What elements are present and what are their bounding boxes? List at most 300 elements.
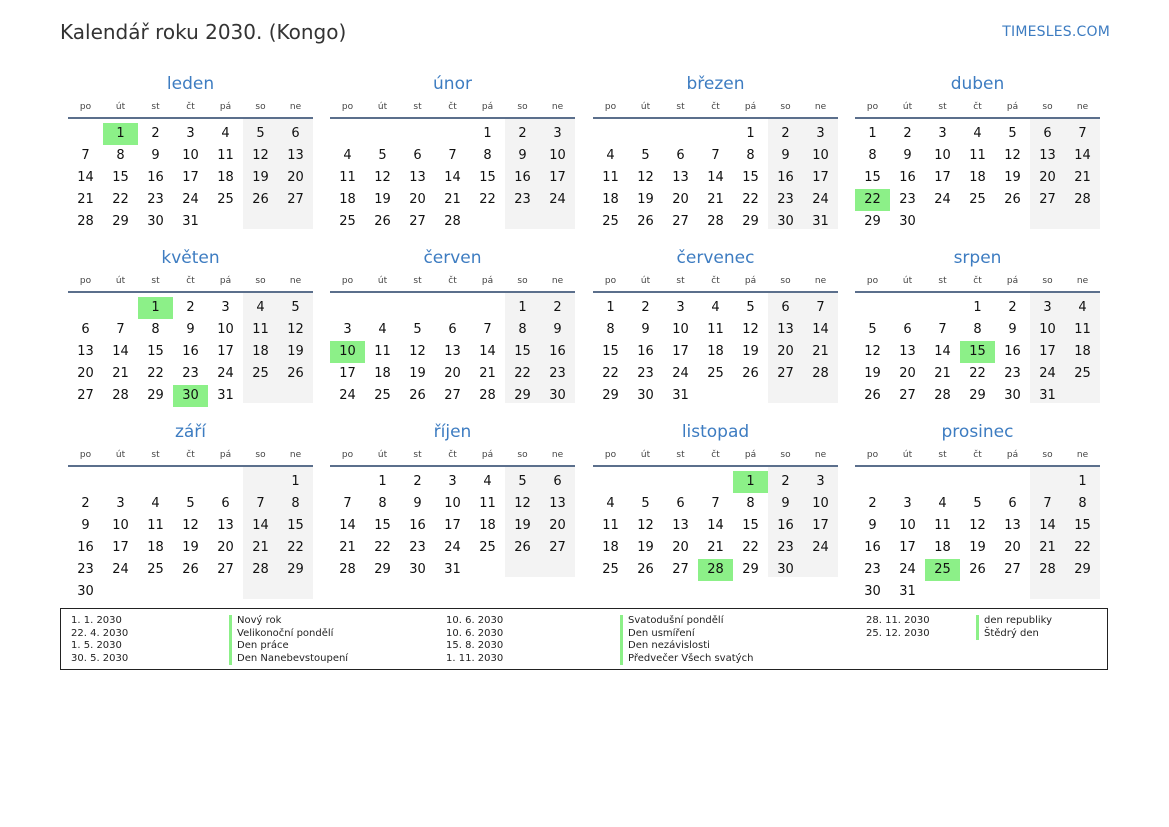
day-cell: 3 [816, 126, 825, 141]
month-name: únor [433, 74, 472, 94]
day-cell: 2 [151, 126, 160, 141]
day-cell: 1 [973, 300, 982, 315]
day-cell: 11 [707, 322, 724, 337]
weekday-header: pá [744, 102, 757, 112]
day-cell: 16 [147, 170, 164, 185]
day-cell: 19 [182, 540, 199, 555]
day-cell: 6 [903, 322, 912, 337]
weekday-header: st [938, 276, 947, 286]
day-cell: 2 [413, 474, 422, 489]
day-cell: 26 [637, 562, 654, 577]
day-cell: 4 [483, 474, 492, 489]
day-cell: 7 [1078, 126, 1087, 141]
day-cell: 12 [1004, 148, 1021, 163]
legend-holiday-name: Den Nanebevstoupení [229, 653, 348, 666]
weekday-header: st [151, 102, 160, 112]
day-cell: 19 [969, 540, 986, 555]
day-cell: 27 [409, 214, 426, 229]
holiday-day: 25 [925, 559, 960, 581]
weekday-header: pá [481, 276, 494, 286]
weekday-header: st [413, 276, 422, 286]
day-cell: 29 [969, 388, 986, 403]
day-cell: 12 [409, 344, 426, 359]
day-cell: 8 [606, 322, 615, 337]
day-cell: 5 [1008, 126, 1017, 141]
legend-holiday-name: den republiky [976, 615, 1052, 628]
day-cell: 7 [116, 322, 125, 337]
day-cell: 5 [378, 148, 387, 163]
day-cell: 27 [672, 562, 689, 577]
month-name: prosinec [941, 422, 1014, 442]
weekday-header: po [604, 276, 617, 286]
day-cell: 23 [637, 366, 654, 381]
month-name: leden [166, 74, 215, 94]
day-cell: 18 [707, 344, 724, 359]
day-cell: 15 [374, 518, 391, 533]
day-cell: 27 [287, 192, 304, 207]
day-cell: 9 [903, 148, 912, 163]
day-cell: 14 [479, 344, 496, 359]
weekday-header: ne [551, 450, 564, 460]
day-cell: 24 [812, 192, 829, 207]
weekday-header: po [79, 450, 92, 460]
day-cell: 7 [448, 148, 457, 163]
day-cell: 26 [637, 214, 654, 229]
day-cell: 22 [602, 366, 619, 381]
legend-date: 1. 5. 2030 [71, 640, 122, 651]
day-cell: 10 [112, 518, 129, 533]
day-cell: 20 [444, 366, 461, 381]
day-cell: 11 [147, 518, 164, 533]
weekday-header: st [676, 102, 685, 112]
month-rule [330, 465, 575, 467]
day-cell: 9 [186, 322, 195, 337]
day-cell: 14 [1039, 518, 1056, 533]
day-cell: 11 [252, 322, 269, 337]
day-cell: 5 [641, 496, 650, 511]
day-cell: 27 [444, 388, 461, 403]
day-cell: 21 [1074, 170, 1091, 185]
day-cell: 21 [252, 540, 269, 555]
day-cell: 1 [868, 126, 877, 141]
weekday-header: ne [551, 102, 564, 112]
day-cell: 18 [147, 540, 164, 555]
day-cell: 10 [444, 496, 461, 511]
weekday-header: po [341, 102, 354, 112]
day-cell: 17 [549, 170, 566, 185]
day-cell: 19 [637, 540, 654, 555]
day-cell: 21 [479, 366, 496, 381]
day-cell: 24 [549, 192, 566, 207]
weekday-header: st [151, 276, 160, 286]
day-cell: 5 [641, 148, 650, 163]
holiday-day: 1 [138, 297, 173, 319]
day-cell: 10 [1039, 322, 1056, 337]
day-cell: 25 [339, 214, 356, 229]
day-cell: 24 [812, 540, 829, 555]
day-cell: 8 [746, 496, 755, 511]
day-cell: 6 [1043, 126, 1052, 141]
month-12 [855, 421, 1100, 599]
day-cell: 9 [81, 518, 90, 533]
month-2 [330, 73, 575, 243]
day-cell: 20 [217, 540, 234, 555]
day-cell: 19 [864, 366, 881, 381]
day-cell: 11 [602, 518, 619, 533]
weekday-header: pá [744, 276, 757, 286]
day-cell: 12 [374, 170, 391, 185]
day-cell: 24 [112, 562, 129, 577]
weekday-header: čt [711, 450, 720, 460]
day-cell: 8 [291, 496, 300, 511]
day-cell: 3 [186, 126, 195, 141]
legend-holiday-name: Nový rok [229, 615, 281, 628]
day-cell: 4 [711, 300, 720, 315]
month-name: červenec [676, 248, 755, 268]
weekday-header: pá [1006, 276, 1019, 286]
legend-date: 30. 5. 2030 [71, 652, 129, 664]
day-cell: 3 [553, 126, 562, 141]
weekday-header: pá [1006, 102, 1019, 112]
day-cell: 13 [444, 344, 461, 359]
day-cell: 17 [1039, 344, 1056, 359]
day-cell: 25 [602, 562, 619, 577]
day-cell: 15 [742, 170, 759, 185]
day-cell: 14 [112, 344, 129, 359]
weekday-header: st [413, 102, 422, 112]
weekday-header: so [780, 450, 791, 460]
day-cell: 27 [1039, 192, 1056, 207]
month-rule [330, 291, 575, 293]
day-cell: 10 [672, 322, 689, 337]
day-cell: 16 [1004, 344, 1021, 359]
weekday-header: čt [448, 276, 457, 286]
day-cell: 20 [672, 540, 689, 555]
day-cell: 17 [112, 540, 129, 555]
day-cell: 31 [217, 388, 234, 403]
day-cell: 11 [479, 496, 496, 511]
day-cell: 23 [409, 540, 426, 555]
day-cell: 28 [479, 388, 496, 403]
day-cell: 18 [252, 344, 269, 359]
day-cell: 9 [553, 322, 562, 337]
day-cell: 22 [969, 366, 986, 381]
day-cell: 12 [864, 344, 881, 359]
weekday-header: po [866, 450, 879, 460]
weekday-header: pá [219, 276, 232, 286]
month-name: červen [423, 248, 482, 268]
day-cell: 6 [553, 474, 562, 489]
day-cell: 13 [1039, 148, 1056, 163]
day-cell: 26 [864, 388, 881, 403]
day-cell: 17 [934, 170, 951, 185]
holiday-day: 22 [855, 189, 890, 211]
weekday-header: čt [711, 102, 720, 112]
day-cell: 30 [777, 562, 794, 577]
day-cell: 23 [777, 540, 794, 555]
weekday-header: čt [973, 276, 982, 286]
day-cell: 27 [217, 562, 234, 577]
month-rule [593, 291, 838, 293]
day-cell: 18 [374, 366, 391, 381]
month-rule [593, 117, 838, 119]
day-cell: 19 [1004, 170, 1021, 185]
month-11 [593, 421, 838, 591]
weekday-header: ne [1076, 276, 1089, 286]
day-cell: 5 [973, 496, 982, 511]
month-name: říjen [433, 422, 472, 442]
holiday-day: 1 [733, 471, 768, 493]
day-cell: 3 [676, 300, 685, 315]
weekday-header: so [255, 102, 266, 112]
holiday-legend [60, 608, 1108, 670]
day-cell: 10 [217, 322, 234, 337]
day-cell: 29 [374, 562, 391, 577]
day-cell: 14 [339, 518, 356, 533]
day-cell: 4 [221, 126, 230, 141]
day-cell: 2 [781, 474, 790, 489]
day-cell: 25 [147, 562, 164, 577]
day-cell: 22 [1074, 540, 1091, 555]
day-cell: 1 [291, 474, 300, 489]
day-cell: 14 [77, 170, 94, 185]
day-cell: 23 [1004, 366, 1021, 381]
month-1 [68, 73, 313, 243]
legend-date: 10. 6. 2030 [446, 627, 504, 639]
day-cell: 31 [672, 388, 689, 403]
day-cell: 21 [1039, 540, 1056, 555]
day-cell: 20 [672, 192, 689, 207]
day-cell: 20 [1039, 170, 1056, 185]
day-cell: 24 [934, 192, 951, 207]
day-cell: 21 [707, 192, 724, 207]
day-cell: 15 [479, 170, 496, 185]
day-cell: 14 [707, 170, 724, 185]
day-cell: 5 [746, 300, 755, 315]
day-cell: 22 [479, 192, 496, 207]
day-cell: 15 [112, 170, 129, 185]
day-cell: 2 [1008, 300, 1017, 315]
holiday-day: 15 [960, 341, 995, 363]
weekday-header: pá [744, 450, 757, 460]
weekday-header: út [115, 276, 126, 286]
weekday-header: st [938, 102, 947, 112]
day-cell: 28 [812, 366, 829, 381]
day-cell: 16 [409, 518, 426, 533]
day-cell: 12 [252, 148, 269, 163]
month-name: září [174, 422, 207, 442]
day-cell: 20 [287, 170, 304, 185]
day-cell: 19 [287, 344, 304, 359]
month-name: březen [686, 74, 745, 94]
day-cell: 12 [182, 518, 199, 533]
day-cell: 23 [77, 562, 94, 577]
day-cell: 31 [1039, 388, 1056, 403]
day-cell: 21 [339, 540, 356, 555]
day-cell: 5 [413, 322, 422, 337]
day-cell: 8 [483, 148, 492, 163]
day-cell: 10 [899, 518, 916, 533]
day-cell: 17 [672, 344, 689, 359]
day-cell: 16 [777, 518, 794, 533]
day-cell: 29 [1074, 562, 1091, 577]
day-cell: 4 [606, 148, 615, 163]
day-cell: 23 [514, 192, 531, 207]
weekday-header: so [255, 450, 266, 460]
day-cell: 9 [151, 148, 160, 163]
day-cell: 20 [549, 518, 566, 533]
day-cell: 26 [742, 366, 759, 381]
day-cell: 2 [868, 496, 877, 511]
month-10 [330, 421, 575, 591]
weekday-header: čt [448, 450, 457, 460]
day-cell: 7 [938, 322, 947, 337]
day-cell: 29 [742, 562, 759, 577]
weekday-header: út [902, 102, 913, 112]
day-cell: 26 [287, 366, 304, 381]
day-cell: 14 [252, 518, 269, 533]
day-cell: 3 [816, 474, 825, 489]
day-cell: 27 [549, 540, 566, 555]
weekday-header: po [604, 450, 617, 460]
day-cell: 4 [973, 126, 982, 141]
day-cell: 7 [711, 496, 720, 511]
weekday-header: ne [289, 276, 302, 286]
month-rule [330, 117, 575, 119]
day-cell: 28 [444, 214, 461, 229]
day-cell: 25 [1074, 366, 1091, 381]
day-cell: 7 [256, 496, 265, 511]
day-cell: 15 [514, 344, 531, 359]
day-cell: 18 [934, 540, 951, 555]
day-cell: 18 [602, 540, 619, 555]
day-cell: 30 [77, 584, 94, 599]
legend-holiday-name: Den práce [229, 640, 289, 653]
day-cell: 20 [777, 344, 794, 359]
day-cell: 19 [409, 366, 426, 381]
day-cell: 25 [217, 192, 234, 207]
weekday-header: po [341, 450, 354, 460]
day-cell: 3 [116, 496, 125, 511]
day-cell: 30 [864, 584, 881, 599]
day-cell: 27 [1004, 562, 1021, 577]
legend-date: 1. 11. 2030 [446, 652, 504, 664]
weekday-header: ne [1076, 450, 1089, 460]
day-cell: 5 [291, 300, 300, 315]
day-cell: 26 [969, 562, 986, 577]
day-cell: 31 [899, 584, 916, 599]
day-cell: 16 [899, 170, 916, 185]
weekday-header: ne [289, 450, 302, 460]
day-cell: 20 [77, 366, 94, 381]
weekday-header: út [377, 102, 388, 112]
weekday-header: pá [1006, 450, 1019, 460]
holiday-day: 1 [103, 123, 138, 145]
day-cell: 29 [112, 214, 129, 229]
month-name: duben [950, 74, 1005, 94]
day-cell: 25 [707, 366, 724, 381]
site-link[interactable]: TIMESLES.COM [1002, 24, 1110, 40]
day-cell: 30 [899, 214, 916, 229]
day-cell: 9 [1008, 322, 1017, 337]
day-cell: 9 [781, 148, 790, 163]
day-cell: 22 [742, 192, 759, 207]
day-cell: 16 [77, 540, 94, 555]
day-cell: 24 [444, 540, 461, 555]
legend-holiday-name: Den usmíření [620, 628, 695, 641]
day-cell: 28 [934, 388, 951, 403]
month-rule [68, 117, 313, 119]
day-cell: 17 [444, 518, 461, 533]
day-cell: 29 [287, 562, 304, 577]
day-cell: 25 [969, 192, 986, 207]
day-cell: 29 [514, 388, 531, 403]
month-4 [855, 73, 1100, 243]
day-cell: 30 [147, 214, 164, 229]
day-cell: 3 [903, 496, 912, 511]
day-cell: 19 [637, 192, 654, 207]
weekday-header: so [517, 102, 528, 112]
day-cell: 7 [1043, 496, 1052, 511]
day-cell: 27 [77, 388, 94, 403]
weekday-header: út [115, 102, 126, 112]
weekday-header: po [866, 102, 879, 112]
day-cell: 8 [518, 322, 527, 337]
weekday-header: pá [219, 450, 232, 460]
day-cell: 14 [812, 322, 829, 337]
weekday-header: st [151, 450, 160, 460]
day-cell: 5 [868, 322, 877, 337]
day-cell: 28 [1074, 192, 1091, 207]
day-cell: 21 [707, 540, 724, 555]
day-cell: 5 [256, 126, 265, 141]
day-cell: 21 [934, 366, 951, 381]
weekday-header: čt [186, 450, 195, 460]
day-cell: 29 [147, 388, 164, 403]
day-cell: 5 [186, 496, 195, 511]
day-cell: 24 [1039, 366, 1056, 381]
day-cell: 20 [1004, 540, 1021, 555]
weekday-header: ne [289, 102, 302, 112]
day-cell: 27 [672, 214, 689, 229]
day-cell: 26 [182, 562, 199, 577]
day-cell: 4 [343, 148, 352, 163]
day-cell: 15 [147, 344, 164, 359]
day-cell: 2 [781, 126, 790, 141]
day-cell: 17 [217, 344, 234, 359]
day-cell: 15 [1074, 518, 1091, 533]
legend-date: 10. 6. 2030 [446, 615, 504, 626]
day-cell: 1 [483, 126, 492, 141]
weekday-header: út [377, 276, 388, 286]
month-rule [68, 465, 313, 467]
day-cell: 24 [339, 388, 356, 403]
day-cell: 21 [812, 344, 829, 359]
day-cell: 8 [116, 148, 125, 163]
day-cell: 31 [444, 562, 461, 577]
month-rule [855, 465, 1100, 467]
day-cell: 18 [1074, 344, 1091, 359]
day-cell: 7 [81, 148, 90, 163]
day-cell: 8 [378, 496, 387, 511]
weekday-header: ne [1076, 102, 1089, 112]
day-cell: 1 [606, 300, 615, 315]
day-cell: 28 [252, 562, 269, 577]
weekday-header: pá [219, 102, 232, 112]
month-8 [855, 247, 1100, 417]
day-cell: 9 [781, 496, 790, 511]
day-cell: 26 [514, 540, 531, 555]
